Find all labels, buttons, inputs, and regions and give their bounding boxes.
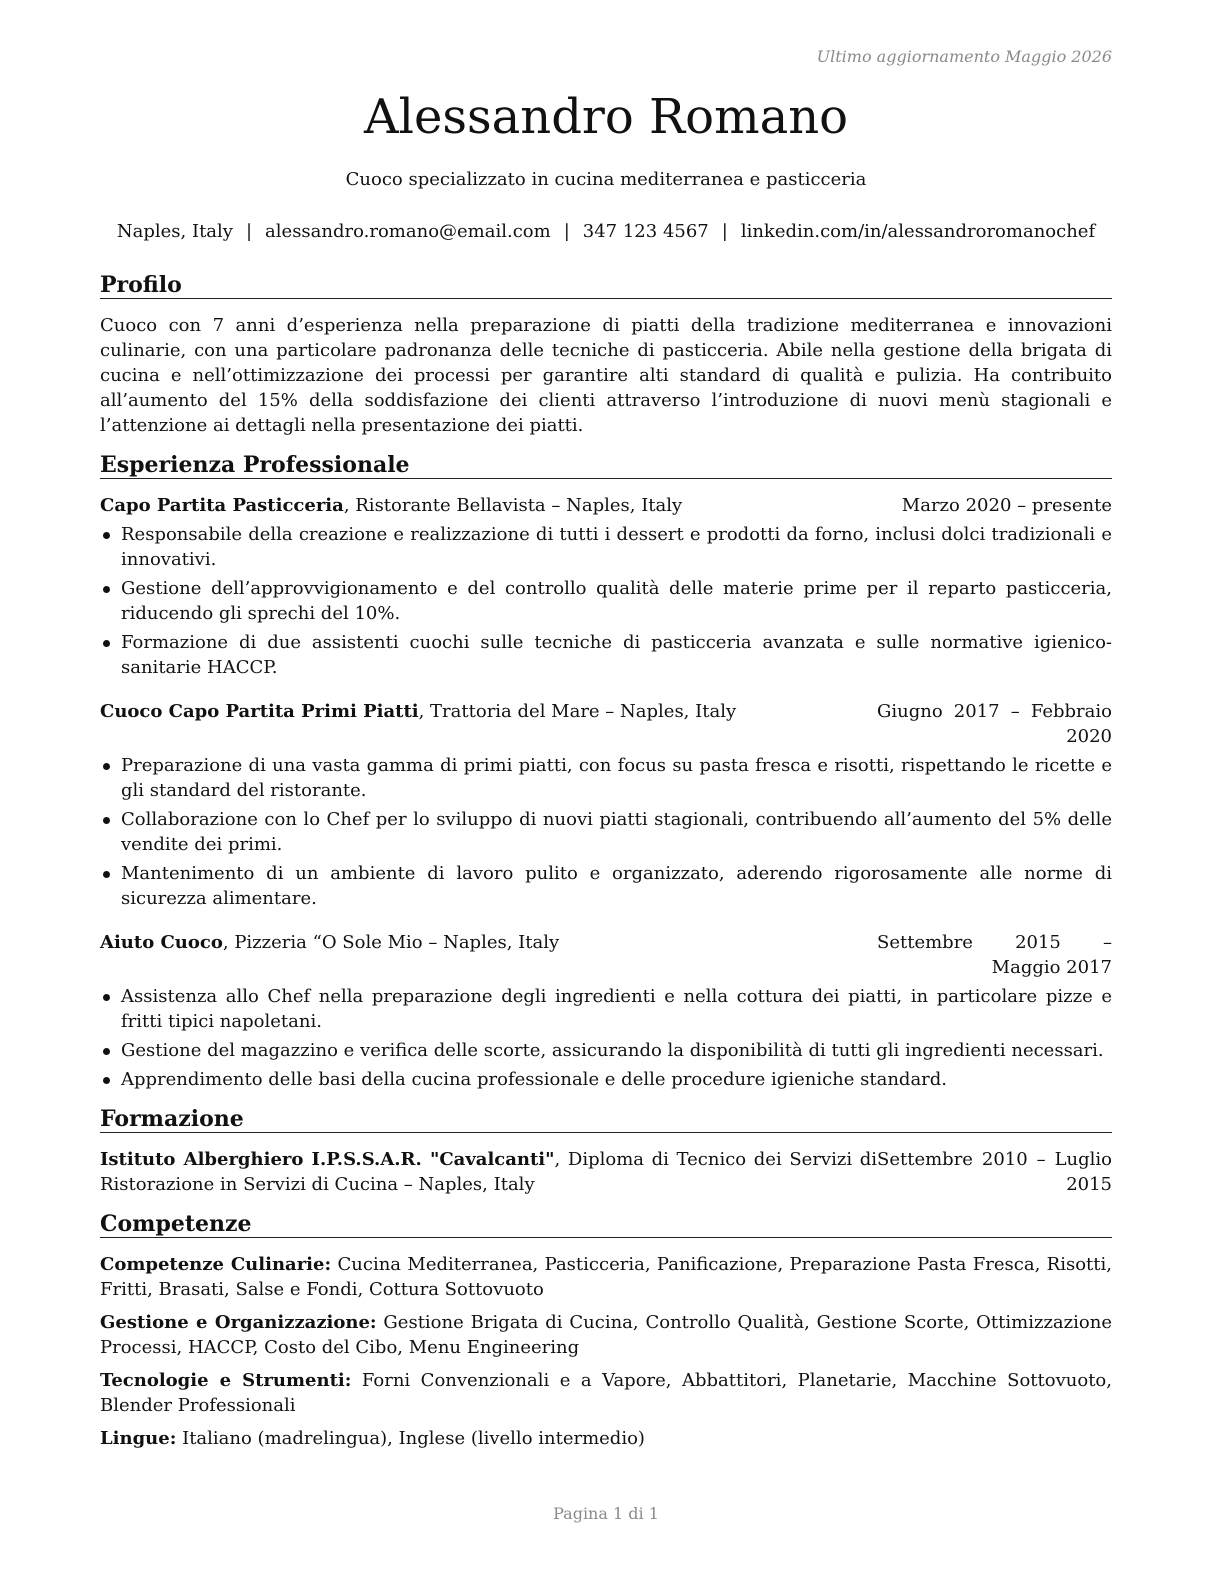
skill-row	[100, 1310, 1112, 1360]
job-header	[100, 930, 1112, 980]
resume-content	[100, 272, 1112, 1465]
job-entry	[100, 699, 1112, 911]
bullet-text: Apprendimento delle basi della cucina professionale e delle procedure igieniche standard.	[121, 1069, 948, 1090]
job-role: Cuoco Capo Partita Primi Piatti	[100, 701, 419, 722]
tagline: Cuoco specializzato in cucina mediterranea e pasticceria	[345, 169, 867, 190]
job-bullets	[100, 984, 1112, 1092]
job-place: , Pizzeria “O Sole Mio – Naples, Italy	[222, 932, 560, 953]
list-item	[100, 630, 1112, 680]
skills-section	[100, 1211, 1112, 1451]
skill-value: Gestione Brigata di Cucina, Controllo Qualità, Gestione Scorte, Ottimizzazione Processi, HACCP, Costo del Cibo, Menu Engineering	[100, 1312, 1112, 1358]
skill-row	[100, 1368, 1112, 1418]
list-item	[100, 522, 1112, 572]
education-entry	[100, 1147, 1112, 1197]
skill-value: Italiano (madrelingua), Inglese (livello intermedio)	[176, 1428, 645, 1449]
bullet-icon	[103, 763, 110, 770]
job-dates: Giugno 2017 – Febbraio 2020	[877, 701, 1112, 747]
job-dates: Settembre 2015 – Maggio 2017	[877, 932, 1112, 978]
list-item	[100, 861, 1112, 911]
skill-row	[100, 1426, 1112, 1451]
bullet-icon	[103, 1077, 110, 1084]
contact-separator: |	[245, 221, 253, 242]
bullet-text: Gestione del magazzino e verifica delle scorte, assicurando la disponibilità di tutti gli ingredienti necessari.	[121, 1040, 1104, 1061]
bullet-icon	[103, 1048, 110, 1055]
job-dates: Marzo 2020 – presente	[901, 495, 1112, 516]
list-item	[100, 984, 1112, 1034]
job-place: , Ristorante Bellavista – Naples, Italy	[343, 495, 683, 516]
bullet-icon	[103, 640, 110, 647]
education-degree: , Diploma di Tecnico dei Servizi di Ristorazione in Servizi di Cucina – Naples, Italy	[100, 1149, 877, 1195]
contact-separator: |	[563, 221, 570, 242]
bullet-text: Assistenza allo Chef nella preparazione degli ingredienti e nella cottura dei piatti, in particolare pizze e fritti tipici napoletani.	[121, 986, 1112, 1032]
bullet-icon	[103, 871, 110, 878]
contact-separator: |	[721, 221, 728, 242]
list-item	[100, 576, 1112, 626]
bullet-icon	[103, 586, 110, 593]
job-entry	[100, 930, 1112, 1092]
contact-phone: 347 123 4567	[582, 221, 709, 242]
page-number: Pagina 1 di 1	[553, 1504, 659, 1523]
skill-label: Competenze Culinarie:	[100, 1254, 332, 1275]
section-title-experience: Esperienza Professionale	[100, 452, 1112, 479]
skill-label: Gestione e Organizzazione:	[100, 1312, 377, 1333]
contact-location: Naples, Italy	[116, 221, 233, 242]
contact-linkedin[interactable]: linkedin.com/in/alessandroromanochef	[740, 221, 1096, 242]
skill-value: Forni Convenzionali e a Vapore, Abbattitori, Planetarie, Macchine Sottovuoto, Blender Professionali	[100, 1370, 1112, 1416]
section-title-education: Formazione	[100, 1106, 1112, 1133]
job-role: Aiuto Cuoco	[100, 932, 223, 953]
bullet-icon	[103, 994, 110, 1001]
job-header	[100, 493, 1112, 518]
contact-line	[100, 219, 1112, 244]
job-place: , Trattoria del Mare – Naples, Italy	[418, 701, 737, 722]
job-entry	[100, 493, 1112, 680]
bullet-text: Responsabile della creazione e realizzazione di tutti i dessert e prodotti da forno, inclusi dolci tradizionali e innovativi.	[121, 524, 1112, 570]
bullet-text: Mantenimento di un ambiente di lavoro pulito e organizzato, aderendo rigorosamente alle norme di sicurezza alimentare.	[121, 863, 1112, 909]
section-title-profile: Profilo	[100, 272, 1112, 299]
candidate-name: Alessandro Romano	[363, 89, 849, 145]
skill-label: Lingue:	[100, 1428, 177, 1449]
bullet-text: Gestione dell’approvvigionamento e del controllo qualità delle materie prime per il reparto pasticceria, riducendo gli sprechi del 10%.	[121, 578, 1112, 624]
job-bullets	[100, 522, 1112, 680]
bullet-icon	[103, 817, 110, 824]
last-updated: Ultimo aggiornamento Maggio 2026	[816, 47, 1112, 66]
bullet-text: Formazione di due assistenti cuochi sulle tecniche di pasticceria avanzata e sulle normative igienico-sanitarie HACCP.	[121, 632, 1112, 678]
bullet-icon	[103, 532, 110, 539]
experience-section	[100, 452, 1112, 1092]
education-dates: Settembre 2010 – Luglio 2015	[877, 1149, 1112, 1195]
education-school: Istituto Alberghiero I.P.S.S.A.R. "Cavalcanti"	[100, 1149, 555, 1170]
skill-value: Cucina Mediterranea, Pasticceria, Panificazione, Preparazione Pasta Fresca, Risotti, Fritti, Brasati, Salse e Fondi, Cottura Sottovuoto	[100, 1254, 1113, 1300]
list-item	[100, 1067, 1112, 1092]
skill-label: Tecnologie e Strumenti:	[100, 1370, 352, 1391]
bullet-text: Collaborazione con lo Chef per lo sviluppo di nuovi piatti stagionali, contribuendo all’aumento del 5% delle vendite dei primi.	[121, 809, 1112, 855]
bullet-text: Preparazione di una vasta gamma di primi piatti, con focus su pasta fresca e risotti, rispettando le ricette e gli standard del ristorante.	[121, 755, 1112, 801]
profile-section	[100, 272, 1112, 438]
list-item	[100, 753, 1112, 803]
skill-row	[100, 1252, 1112, 1302]
job-bullets	[100, 753, 1112, 911]
list-item	[100, 1038, 1112, 1063]
list-item	[100, 807, 1112, 857]
contact-email[interactable]: alessandro.romano@email.com	[265, 221, 551, 242]
job-role: Capo Partita Pasticceria	[100, 495, 344, 516]
section-title-skills: Competenze	[100, 1211, 1112, 1238]
job-header	[100, 699, 1112, 749]
education-section	[100, 1106, 1112, 1197]
profile-text: Cuoco con 7 anni d’esperienza nella preparazione di piatti della tradizione mediterranea e innovazioni culinarie, con una particolare padronanza delle tecniche di pasticceria. Abile nella gestione della brigata di cucina e nell’ottimizzazione dei processi per garantire alti standard di qualità e pulizia. Ha contribuito all’aumento del 15% della soddisfazione dei clienti attraverso l’introduzione di nuovi menù stagionali e l’attenzione ai dettagli nella presentazione dei piatti.	[100, 315, 1112, 436]
